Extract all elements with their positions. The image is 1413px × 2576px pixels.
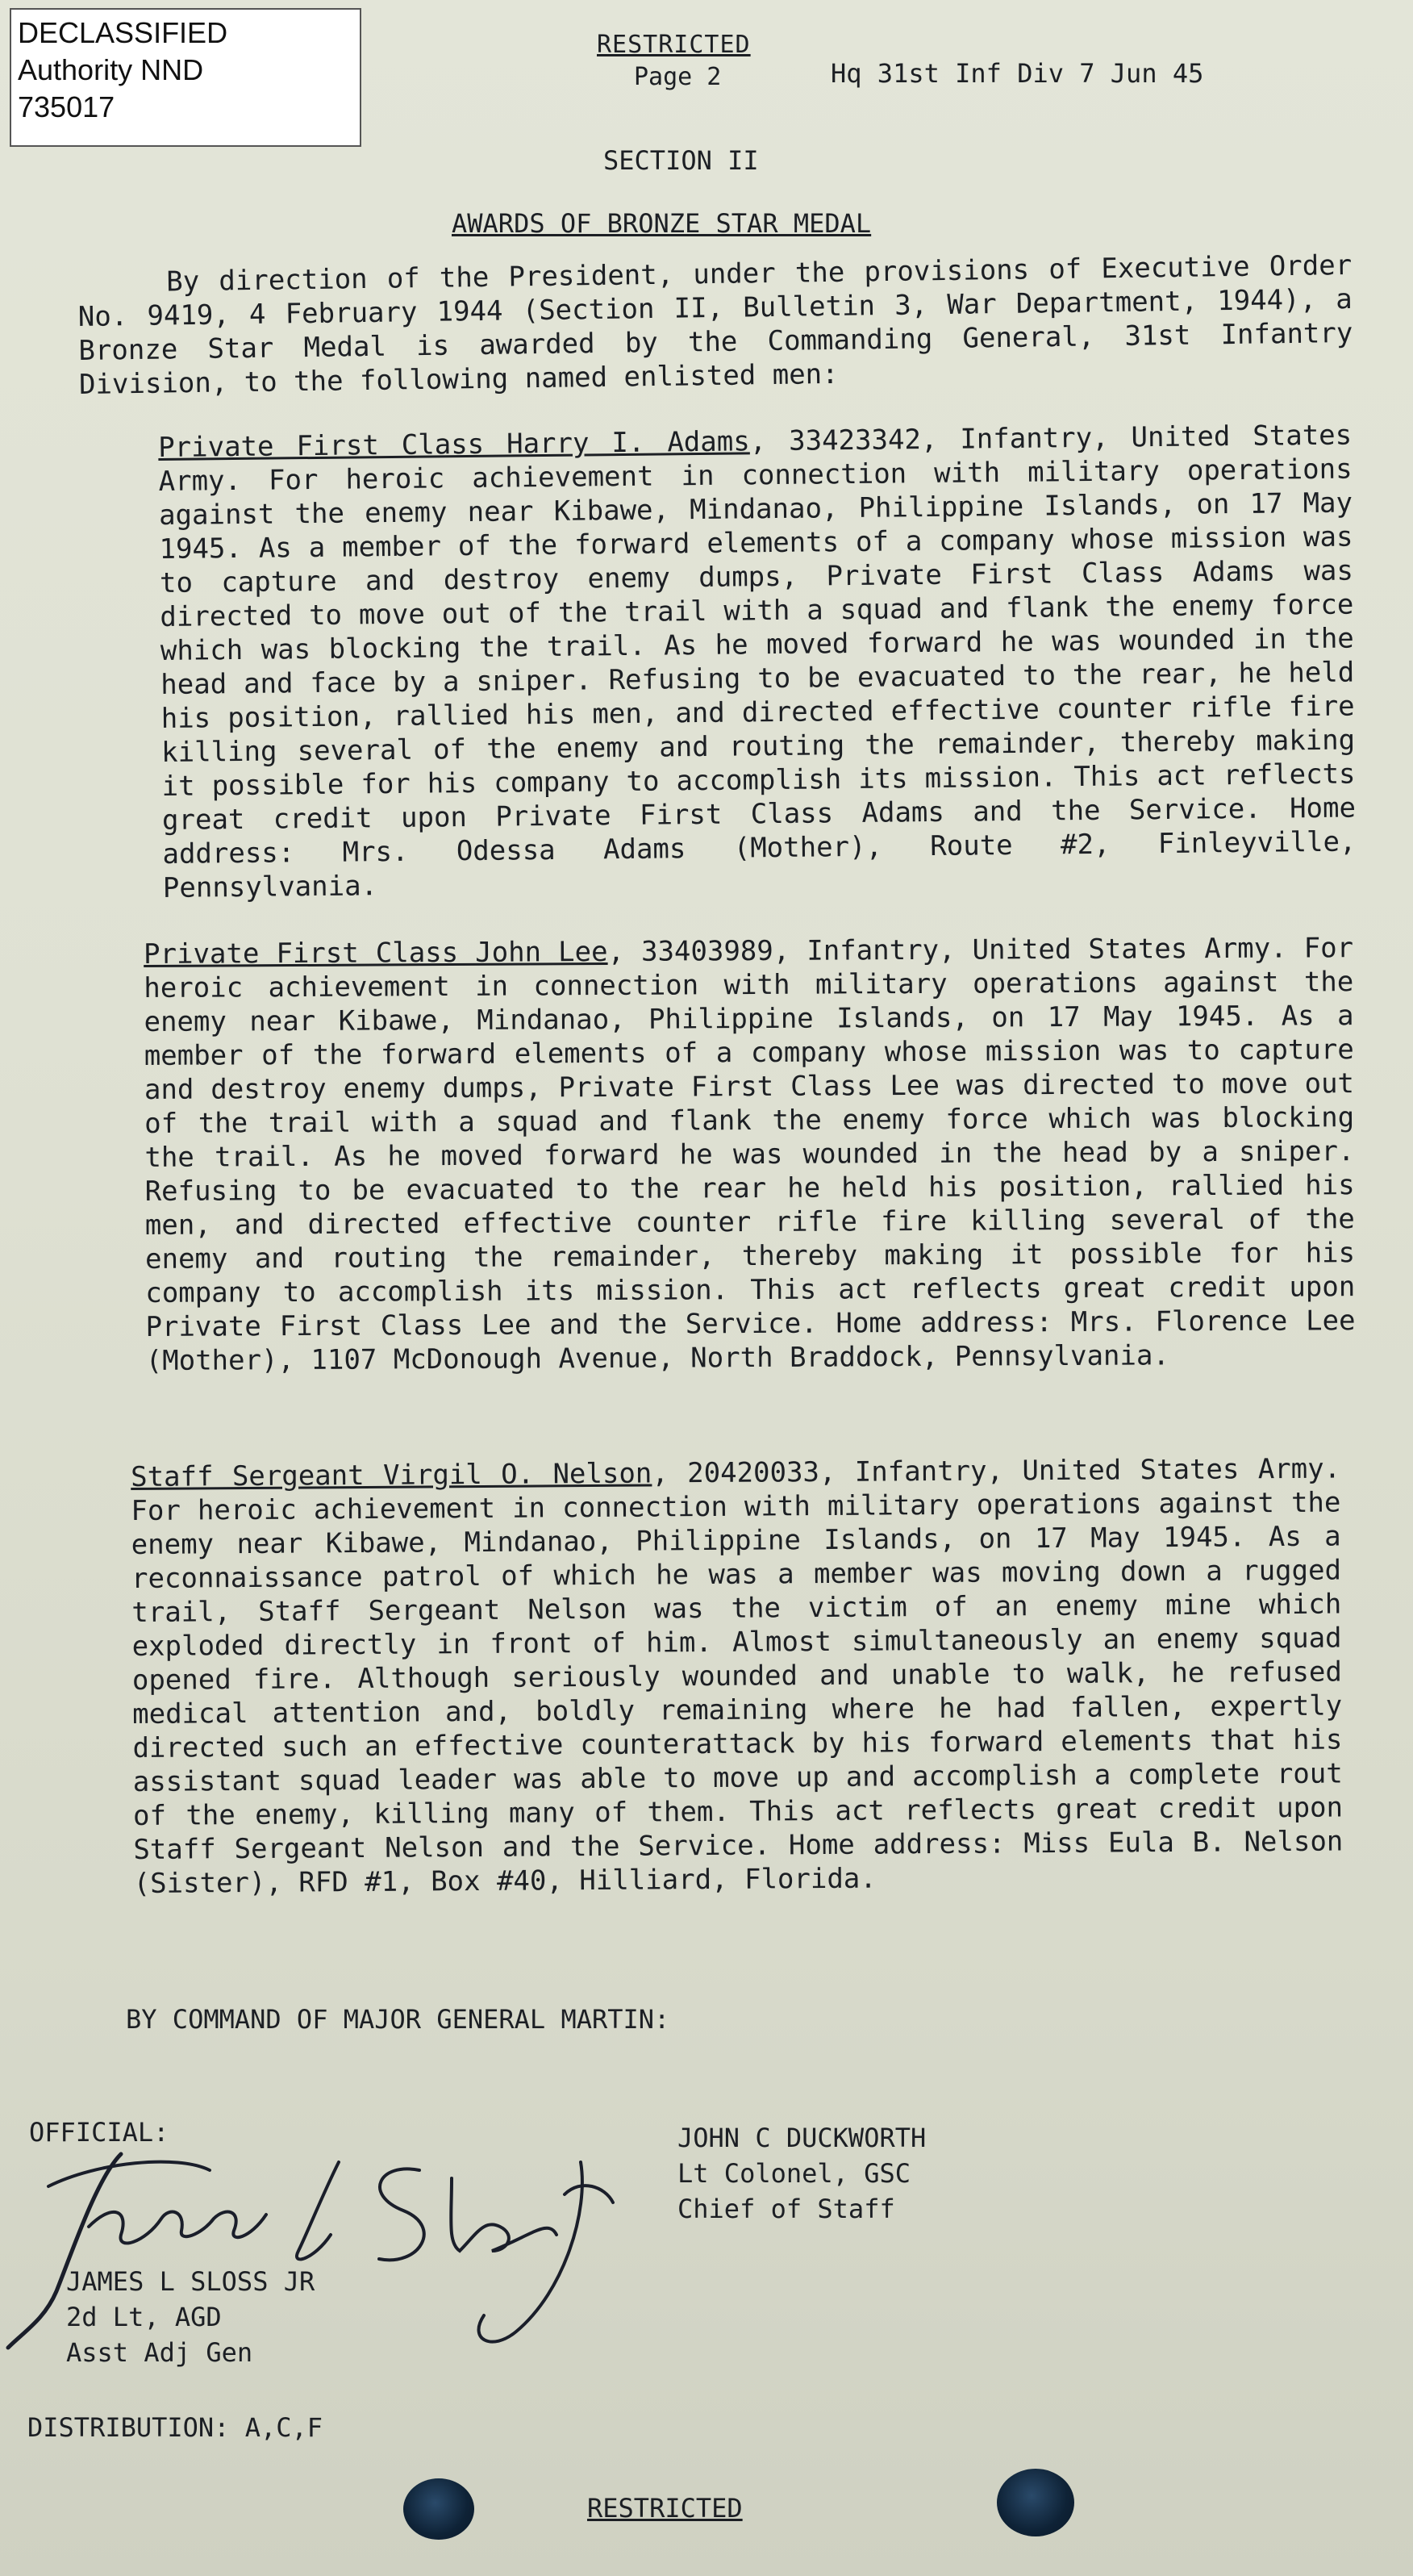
chief-of-staff-title: Chief of Staff (677, 2194, 895, 2224)
citation-text: , 33423342, Infantry, United States Army. For heroic achievement in connection with military operations against the enemy near Kibawe, Mindanao, Philippine Islands, on 17 May 1945. As a member of the forward elements of a company whose mission was to capture and destroy enemy dumps, Private First Class Adams was directed to move out of the trail with a squad and flank the enemy force which was blocking the trail. As he moved forward he was wounded in the head and face by a sniper. Refusing to be evacuated to the rear, he held his position, rallied his men, and directed effective counter rifle fire killing several of the enemy and routing the remainder, thereby making it possible for his company to accomplish its mission. This act reflects great credit upon Private First Class Adams and the Service. Home address: Mrs. Odessa Adams (Mother), Route #2, Finleyville, Pennsylvania. (158, 419, 1357, 904)
stamp-line-2: Authority NND (18, 53, 204, 86)
citation-name: Private First Class John Lee (144, 935, 608, 971)
stamp-line-3: 735017 (18, 90, 115, 123)
citation-name: Staff Sergeant Virgil O. Nelson (131, 1457, 652, 1493)
stamp-line-1: DECLASSIFIED (18, 16, 228, 49)
distribution-line: DISTRIBUTION: A,C,F (27, 2412, 323, 2443)
headquarters-date: Hq 31st Inf Div 7 Jun 45 (831, 58, 1204, 89)
chief-of-staff-block (677, 2120, 926, 2227)
awards-heading: AWARDS OF BRONZE STAR MEDAL (452, 208, 872, 239)
intro-paragraph: By direction of the President, under the provisions of Executive Order No. 9419, 4 February 1944 (Section II, Bulletin 3, War Department, 1944), a Bronze Star Medal is awarded by the Commanding General, 31st Infantry Division, to the following named enlisted men: (77, 248, 1353, 401)
citation-text: , 20420033, Infantry, United States Army. For heroic achievement in connection with military operations against the enemy near Kibawe, Mindanao, Philippine Islands, on 17 May 1945. As a reconnaissance patrol of which he was a member was moving down a rugged trail, Staff Sergeant Nelson was the victim of an enemy mine which exploded directly in front of him. Almost simultaneously an enemy squad opened fire. Although seriously wounded and unable to walk, he refused medical attention and, boldly remaining where he had fallen, expertly directed such an effective counterattack by his forward elements that his assistant squad leader was able to move up and accomplish a complete rout of the enemy, killing many of them. This act reflects great credit upon Staff Sergeant Nelson and the Service. Home address: Miss Eula B. Nelson (Sister), RFD #1, Box #40, Hilliard, Florida. (131, 1452, 1344, 1900)
citation-name: Private First Class Harry I. Adams (158, 425, 750, 464)
signer-rank: 2d Lt, AGD (66, 2302, 222, 2332)
chief-of-staff-rank: Lt Colonel, GSC (677, 2158, 911, 2189)
footer-restricted-marking: RESTRICTED (587, 2493, 743, 2524)
punch-hole (403, 2478, 474, 2540)
chief-of-staff-name: JOHN C DUCKWORTH (677, 2123, 927, 2153)
command-line: BY COMMAND OF MAJOR GENERAL MARTIN: (126, 2004, 670, 2035)
citation-lee (144, 931, 1356, 1378)
section-heading: SECTION II (603, 145, 759, 176)
citation-text: , 33403989, Infantry, United States Army. For heroic achievement in connection with military operations against the enemy near Kibawe, Mindanao, Philippine Islands, on 17 May 1945. As a member of the forward elements of a company whose mission was to capture and destroy enemy dumps, Private First Class Lee was directed to move out of the trail with a squad and flank the enemy force which was blocking the trail. As he moved forward he was wounded in the head by a sniper. Refusing to be evacuated to the rear he held his position, rallied his men, and directed effective counter rifle fire killing several of the enemy and routing the remainder, thereby making it possible for his company to accomplish its mission. This act reflects great credit upon Private First Class Lee and the Service. Home address: Mrs. Florence Lee (Mother), 1107 McDonough Avenue, North Braddock, Pennsylvania. (144, 932, 1356, 1377)
page-number: Page 2 (634, 63, 722, 91)
declassified-stamp (10, 8, 361, 147)
punch-hole (997, 2469, 1074, 2536)
signer-block (66, 2264, 315, 2370)
signer-name: JAMES L SLOSS JR (66, 2266, 315, 2297)
header-restricted-marking: RESTRICTED (597, 31, 751, 59)
citation-adams (158, 419, 1357, 905)
official-label: OFFICIAL: (29, 2117, 169, 2148)
signer-title: Asst Adj Gen (66, 2337, 253, 2368)
citation-nelson (131, 1452, 1344, 1901)
